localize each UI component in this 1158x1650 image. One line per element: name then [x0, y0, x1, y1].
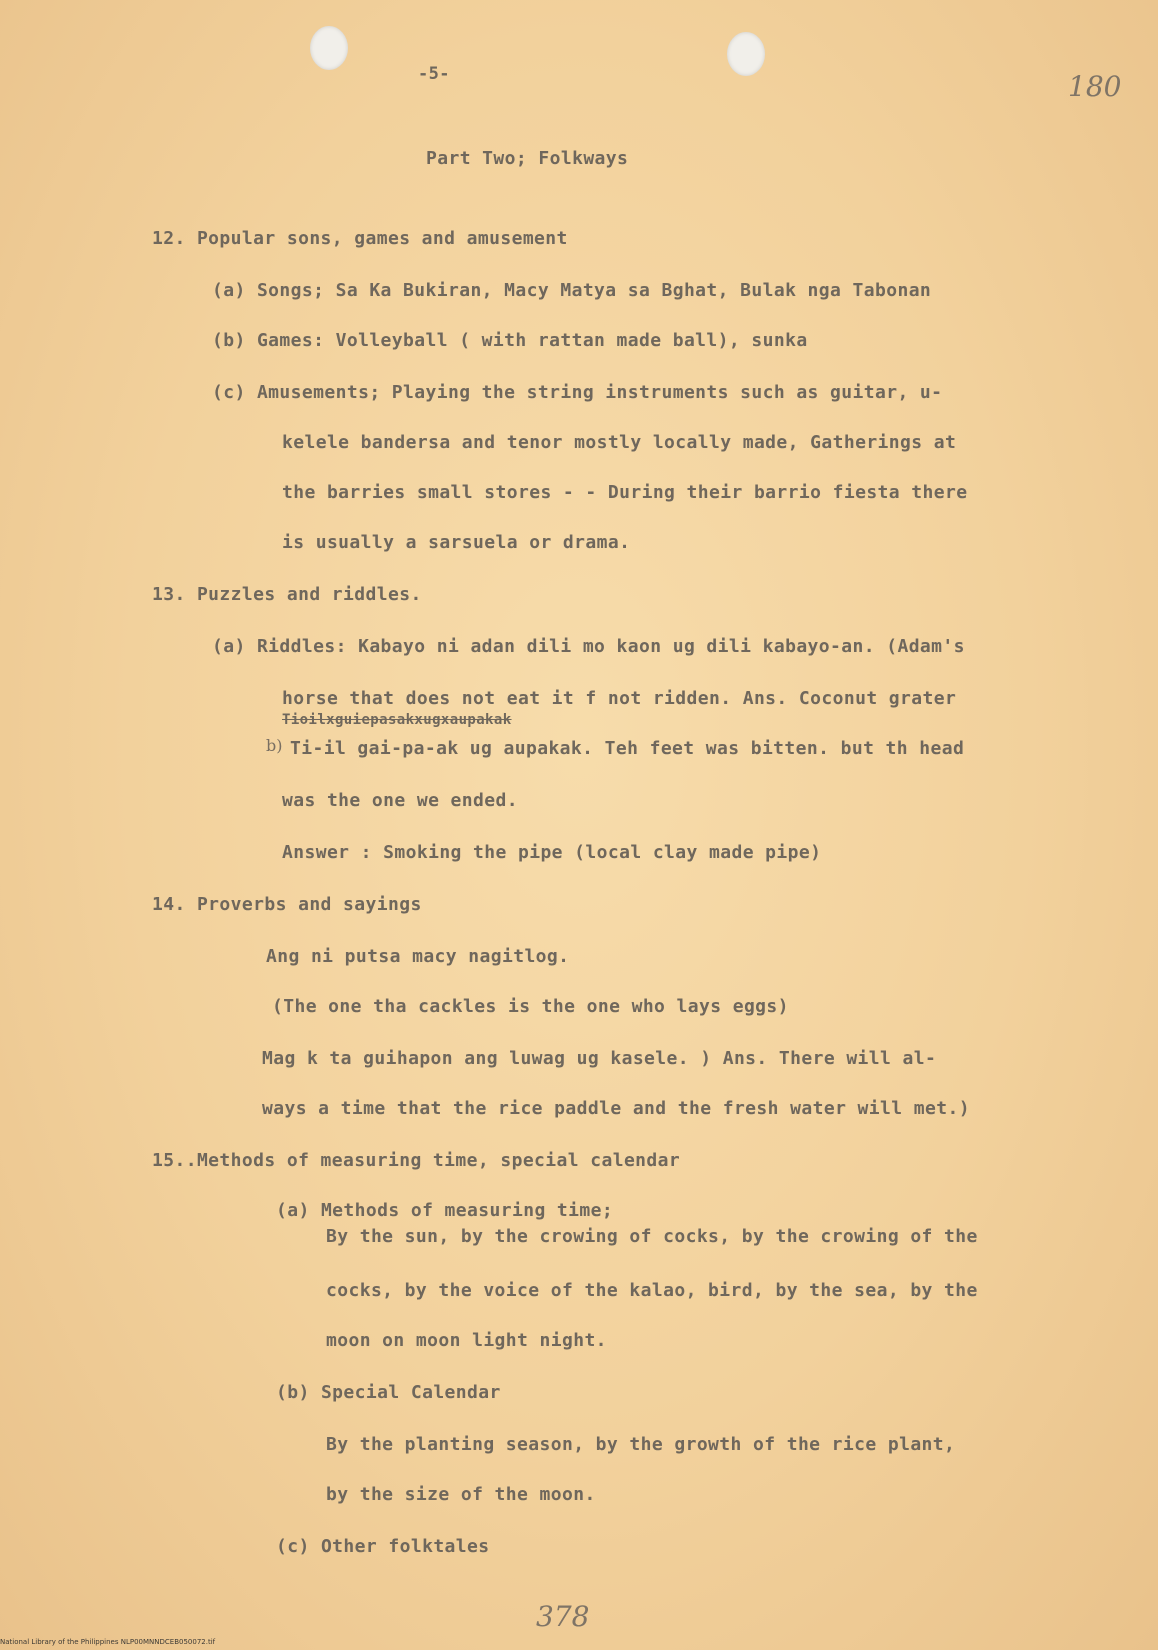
- section-13-heading: 13. Puzzles and riddles.: [152, 584, 422, 605]
- section-15-c: (c) Other folktales: [276, 1536, 490, 1557]
- section-15-a-line1: By the sun, by the crowing of cocks, by the crowing of the: [326, 1226, 978, 1247]
- section-15-b-line1: By the planting season, by the growth of the rice plant,: [326, 1434, 956, 1455]
- section-13-answer: Answer : Smoking the pipe (local clay made pipe): [282, 842, 822, 863]
- section-12-c-line2: kelele bandersa and tenor mostly locally made, Gatherings at: [282, 432, 957, 453]
- page-title: Part Two; Folkways: [426, 148, 629, 169]
- page-number: -5-: [418, 64, 450, 84]
- proverb-2-line1: Mag k ta guihapon ang luwag ug kasele. ) Ans. There will al-: [262, 1048, 937, 1069]
- section-13-a-line2: horse that does not eat it f not ridden. Ans. Coconut grater: [282, 688, 957, 709]
- section-12-a: (a) Songs; Sa Ka Bukiran, Macy Matya sa Bghat, Bulak nga Tabonan: [212, 280, 932, 301]
- handwritten-bottom-number: 378: [536, 1600, 590, 1633]
- section-12-c-line4: is usually a sarsuela or drama.: [282, 532, 631, 553]
- section-15-a-line3: moon on moon light night.: [326, 1330, 607, 1351]
- punch-hole-right: [727, 32, 765, 76]
- section-12-c-line3: the barries small stores - - During their barrio fiesta there: [282, 482, 968, 503]
- section-12-c-line1: (c) Amusements; Playing the string instruments such as guitar, u-: [212, 382, 943, 403]
- section-15-a-heading: (a) Methods of measuring time;: [276, 1200, 614, 1221]
- proverb-2-line2: ways a time that the rice paddle and the fresh water will met.): [262, 1098, 970, 1119]
- section-13-a-line1: (a) Riddles: Kabayo ni adan dili mo kaon ug dili kabayo-an. (Adam's: [212, 636, 965, 657]
- proverb-1-translation: (The one tha cackles is the one who lays eggs): [272, 996, 789, 1017]
- archive-footer: National Library of the Philippines NLP00MNNDCEB050072.tif: [0, 1638, 216, 1646]
- punch-hole-left: [310, 26, 348, 70]
- proverb-1: Ang ni putsa macy nagitlog.: [266, 946, 570, 967]
- handwritten-page-number: 180: [1068, 70, 1122, 103]
- section-15-b-line2: by the size of the moon.: [326, 1484, 596, 1505]
- section-14-heading: 14. Proverbs and sayings: [152, 894, 422, 915]
- section-13-b-line2: was the one we ended.: [282, 790, 518, 811]
- section-15-heading: 15..Methods of measuring time, special calendar: [152, 1150, 681, 1171]
- section-15-a-line2: cocks, by the voice of the kalao, bird, by the sea, by the: [326, 1280, 978, 1301]
- section-12-heading: 12. Popular sons, games and amusement: [152, 228, 568, 249]
- section-13-b-line1: Ti-il gai-pa-ak ug aupakak. Teh feet was bitten. but th head: [290, 738, 965, 759]
- handwritten-b-mark: b): [266, 736, 283, 755]
- section-12-b: (b) Games: Volleyball ( with rattan made ball), sunka: [212, 330, 808, 351]
- section-15-b-heading: (b) Special Calendar: [276, 1382, 501, 1403]
- section-13-struck-text: Tioilxguiepasakxugxaupakak: [282, 712, 512, 728]
